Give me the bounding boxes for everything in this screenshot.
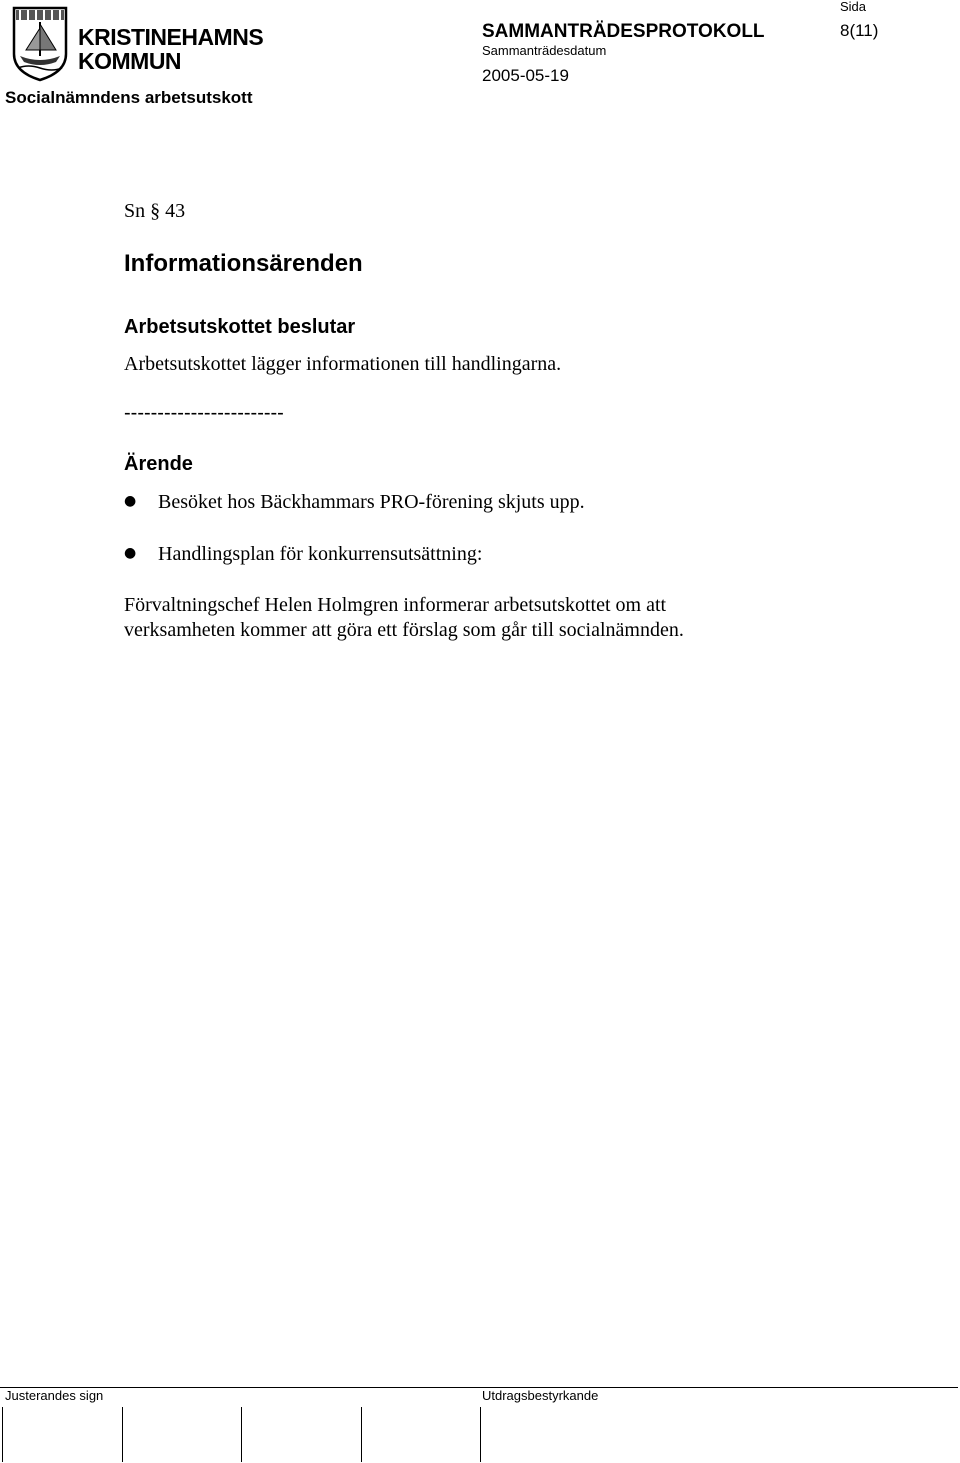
separator-line: ------------------------	[124, 402, 284, 424]
footer-divider	[0, 1387, 958, 1388]
signature-box-divider	[122, 1407, 123, 1462]
document-type: SAMMANTRÄDESPROTOKOLL	[482, 21, 765, 42]
brand-name-line1: KRISTINEHAMNS	[78, 24, 264, 50]
list-item	[124, 491, 585, 514]
organization-name: Socialnämndens arbetsutskott	[5, 88, 253, 107]
matter-heading: Ärende	[124, 453, 193, 475]
bullet-icon: ●	[124, 545, 137, 561]
signature-box-divider	[361, 1407, 362, 1462]
signature-box-divider	[480, 1407, 481, 1462]
page-number: 8(11)	[840, 21, 879, 40]
info-text-line2: verksamheten kommer att göra ett förslag som går till socialnämnden.	[124, 619, 684, 641]
list-item-text: Handlingsplan för konkurrensutsättning:	[158, 543, 483, 565]
extract-certification-label: Utdragsbestyrkande	[482, 1388, 599, 1403]
decision-text: Arbetsutskottet lägger informationen till handlingarna.	[124, 353, 562, 375]
list-item-text: Besöket hos Bäckhammars PRO-förening skjuts upp.	[158, 491, 585, 513]
list-item	[124, 543, 482, 566]
signature-box-divider	[2, 1407, 3, 1462]
bullet-icon: ●	[124, 493, 137, 509]
municipality-crest-logo	[12, 6, 68, 82]
brand-name-line2: KOMMUN	[78, 48, 182, 74]
section-title: Informationsärenden	[124, 250, 363, 277]
meeting-date: 2005-05-19	[482, 66, 569, 85]
info-text-line1: Förvaltningschef Helen Holmgren informerar arbetsutskottet om att	[124, 594, 667, 616]
signature-label: Justerandes sign	[5, 1388, 104, 1403]
paragraph-number: Sn § 43	[124, 200, 186, 222]
signature-box-divider	[241, 1407, 242, 1462]
page-label: Sida	[840, 0, 867, 14]
decision-heading: Arbetsutskottet beslutar	[124, 316, 356, 338]
meeting-date-label: Sammanträdesdatum	[482, 43, 607, 58]
